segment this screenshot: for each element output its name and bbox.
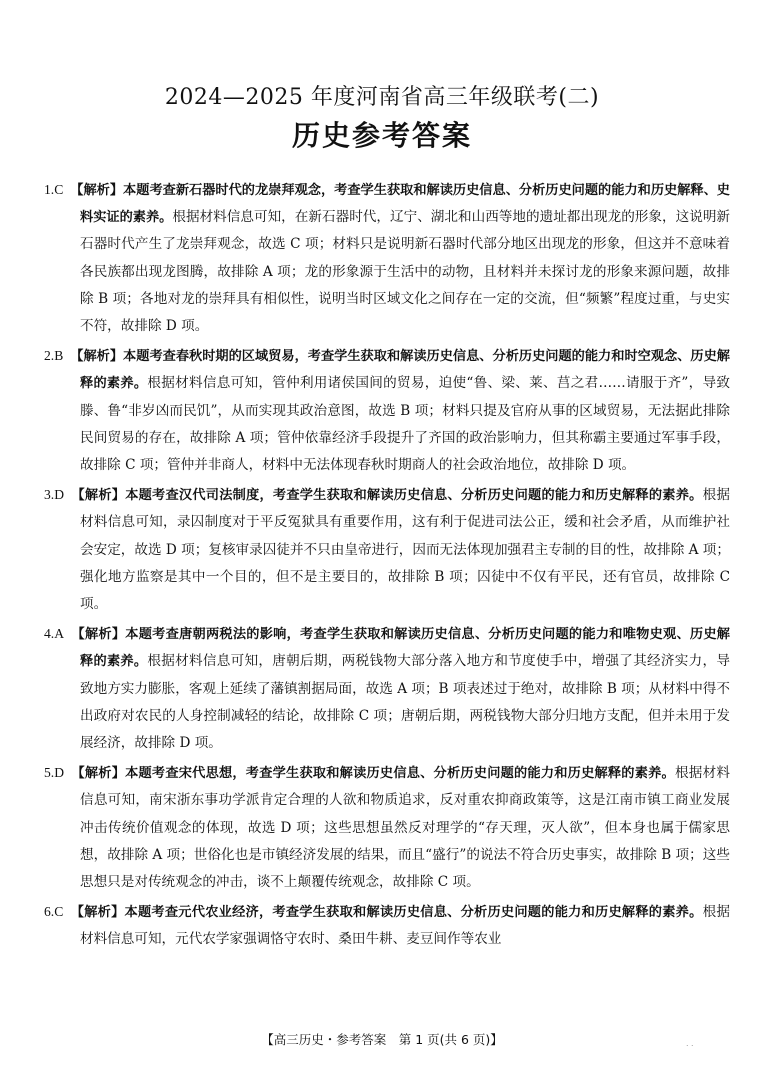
analysis-body: 根据材料信息可知，录囚制度对于平反冤狱具有重要作用，这有利于促进司法公正，缓和社会矛盾，从而维护社会安定，故选 D 项；复核审录囚徒并不只由皇帝进行，因而无法体现加强君主专制的目的性，故排除 A 项；强化地方监察是其中一个目的，但不是主要目的，故排除 B 项；囚徒中不仅有平民，还有官员，故排除 C 项。 bbox=[80, 487, 731, 613]
analysis-body: 根据材料信息可知，在新石器时代，辽宁、湖北和山西等地的遗址都出现龙的形象，这说明新石器时代产生了龙崇拜观念，故选 C 项；材料只是说明新石器时代部分地区出现龙的形象，但这并不意味着各民族都出现龙图腾，故排除 A 项；龙的形象源于生活中的动物，且材料并未探讨龙的形象来源问题，故排除 B 项；各地对龙的崇拜具有相似性，说明当时区域文化之间存在一定的交流，但“频繁”程度过重，与史实不符，故排除 D 项。 bbox=[80, 209, 731, 335]
analysis-heading: 【解析】本题考查汉代司法制度，考查学生获取和解读历史信息、分析历史问题的能力和历史解释的素养。 bbox=[78, 488, 703, 504]
answer-number: 4.A bbox=[44, 626, 65, 642]
analysis-heading: 【解析】本题考查元代农业经济，考查学生获取和解读历史信息、分析历史问题的能力和历史解释的素养。 bbox=[77, 905, 703, 921]
answer-item-6 bbox=[44, 898, 730, 953]
answer-item-1 bbox=[44, 176, 730, 340]
exam-title: 2024—2025 年度河南省高三年级联考(二) bbox=[164, 85, 600, 110]
answer-item-3 bbox=[44, 481, 730, 618]
page-footer: 【高三历史・参考答案 第 1 页(共 6 页)】 bbox=[261, 1032, 503, 1047]
answer-item-4 bbox=[44, 620, 730, 757]
answer-item-5 bbox=[44, 759, 730, 896]
analysis-heading: 【解析】本题考查宋代思想，考查学生获取和解读历史信息、分析历史问题的能力和历史解释的素养。 bbox=[78, 766, 675, 782]
analysis-heading: 【解析】本题考查唐朝两税法的影响，考查学生获取和解读历史信息、分析历史问题的能力和唯物史观、历史解释的素养。 bbox=[78, 627, 730, 670]
analysis-body: 根据材料信息可知，元代农学家强调恪守农时、桑田牛耕、麦豆间作等农业 bbox=[80, 904, 731, 948]
corner-mark: . . bbox=[686, 1038, 694, 1048]
analysis-body: 根据材料信息可知，南宋浙东事功学派肯定合理的人欲和物质追求，反对重农抑商政策等，这是江南市镇工商业发展冲击传统价值观念的体现，故选 D 项；这些思想虽然反对理学的“存天理，灭人欲”，但本身也属于儒家思想，故排除 A 项；世俗化也是市镇经济发展的结果，而且“盛行”的说法不符合历史事实，故排除 B 项；这些思想只是对传统观念的冲击，谈不上颠覆传统观念，故排除 C 项。 bbox=[80, 765, 730, 891]
answer-list bbox=[44, 176, 730, 956]
analysis-body: 根据材料信息可知，唐朝后期，两税钱物大部分落入地方和节度使手中，增强了其经济实力，导致地方实力膨胀，客观上延续了藩镇割据局面，故选 A 项；B 项表述过于绝对，故排除 B 项；从材料中得不出政府对农民的人身控制减轻的结论，故排除 C 项；唐朝后期，两税钱物大部分归地方支配，但并未用于发展经济，故排除 D 项。 bbox=[80, 653, 731, 752]
answer-item-2 bbox=[44, 342, 730, 479]
answer-number: 2.B bbox=[44, 348, 64, 364]
answer-number: 3.D bbox=[44, 487, 65, 503]
analysis-heading: 【解析】本题考查春秋时期的区域贸易，考查学生获取和解读历史信息、分析历史问题的能力和时空观念、历史解释的素养。 bbox=[76, 349, 730, 392]
answer-number: 1.C bbox=[44, 182, 64, 197]
analysis-body: 根据材料信息可知，管仲利用诸侯国间的贸易，迫使“鲁、梁、莱、莒之君……请服于齐”，导致滕、鲁“非岁凶而民饥”，从而实现其政治意图，故选 B 项；材料只提及官府从事的区域贸易，无法据此排除民间贸易的存在，故排除 A 项；管仲依靠经济手段提升了齐国的政治影响力，但其称霸主要通过军事手段，故排除 C 项；管仲并非商人，材料中无法体现春秋时期商人的社会政治地位，故排除 D 项。 bbox=[80, 375, 731, 474]
answer-number: 6.C bbox=[44, 904, 64, 920]
answer-number: 5.D bbox=[44, 765, 65, 781]
analysis-heading: 【解析】本题考查新石器时代的龙崇拜观念，考查学生获取和解读历史信息、分析历史问题的能力和历史解释、史料实证的素养。 bbox=[76, 183, 730, 226]
document-subtitle: 历史参考答案 bbox=[291, 119, 472, 152]
